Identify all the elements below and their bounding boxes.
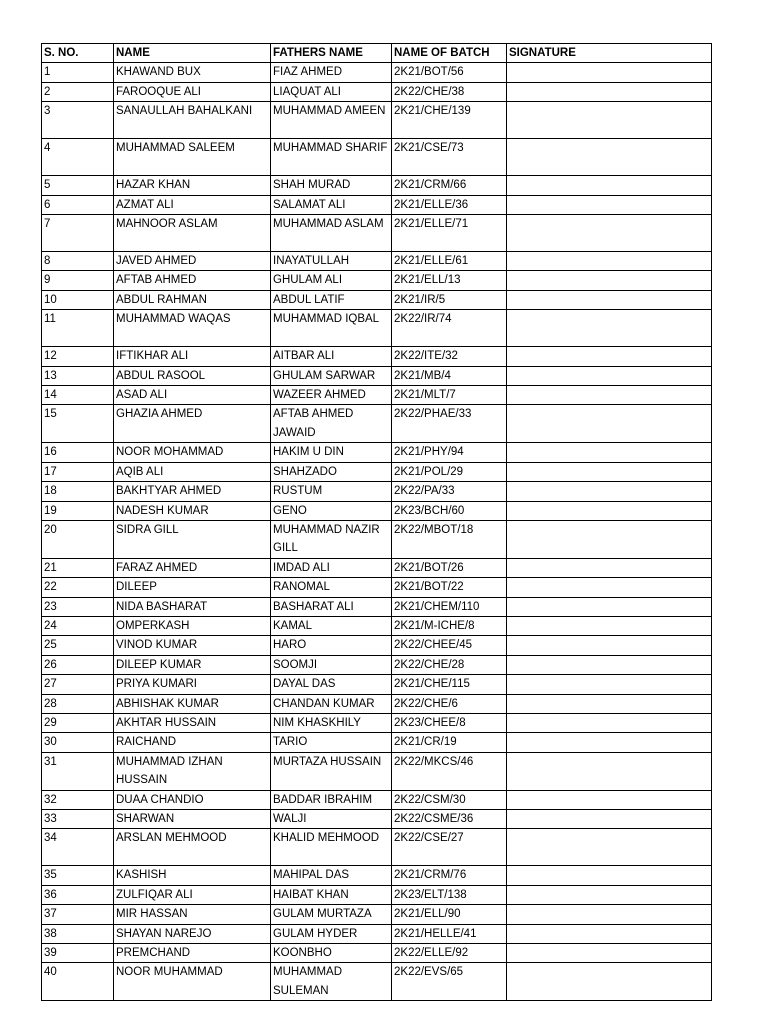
cell-batch: 2K22/PHAE/33	[392, 405, 507, 443]
cell-fathers-name: MUHAMMAD NAZIR GILL	[271, 520, 392, 558]
cell-sno: 23	[42, 597, 114, 616]
cell-signature	[507, 443, 712, 462]
cell-batch: 2K21/BOT/56	[392, 63, 507, 82]
cell-batch: 2K21/MLT/7	[392, 386, 507, 405]
cell-name: AFTAB AHMED	[114, 271, 271, 290]
cell-signature	[507, 347, 712, 366]
cell-sno: 31	[42, 752, 114, 790]
cell-sno: 10	[42, 290, 114, 309]
cell-fathers-name: MUHAMMAD ASLAM	[271, 215, 392, 252]
cell-fathers-name: AFTAB AHMED JAWAID	[271, 405, 392, 443]
cell-signature	[507, 558, 712, 577]
cell-name: NIDA BASHARAT	[114, 597, 271, 616]
cell-sno: 30	[42, 733, 114, 752]
cell-batch: 2K22/MBOT/18	[392, 520, 507, 558]
cell-batch: 2K23/BCH/60	[392, 501, 507, 520]
cell-fathers-name: SHAH MURAD	[271, 176, 392, 195]
cell-sno: 4	[42, 139, 114, 176]
cell-batch: 2K21/ELLE/36	[392, 195, 507, 214]
cell-signature	[507, 310, 712, 347]
table-row	[42, 102, 712, 139]
cell-name: DUAA CHANDIO	[114, 790, 271, 809]
table-row	[42, 829, 712, 866]
cell-sno: 15	[42, 405, 114, 443]
cell-name: PRIYA KUMARI	[114, 675, 271, 694]
cell-batch: 2K21/POL/29	[392, 462, 507, 481]
cell-name: NADESH KUMAR	[114, 501, 271, 520]
cell-batch: 2K22/ELLE/92	[392, 944, 507, 963]
cell-sno: 35	[42, 866, 114, 885]
cell-sno: 2	[42, 82, 114, 101]
cell-name: MAHNOOR ASLAM	[114, 215, 271, 252]
cell-signature	[507, 752, 712, 790]
table-row	[42, 347, 712, 366]
cell-batch: 2K23/ELT/138	[392, 885, 507, 904]
cell-fathers-name: HARO	[271, 636, 392, 655]
cell-batch: 2K21/CHEM/110	[392, 597, 507, 616]
cell-signature	[507, 885, 712, 904]
cell-sno: 20	[42, 520, 114, 558]
header-sno: S. NO.	[42, 44, 114, 63]
cell-signature	[507, 655, 712, 674]
cell-batch: 2K21/MB/4	[392, 366, 507, 385]
table-row	[42, 482, 712, 501]
cell-fathers-name: CHANDAN KUMAR	[271, 694, 392, 713]
cell-batch: 2K21/BOT/22	[392, 578, 507, 597]
cell-signature	[507, 694, 712, 713]
cell-sno: 3	[42, 102, 114, 139]
cell-name: NOOR MUHAMMAD	[114, 963, 271, 1001]
cell-fathers-name: DAYAL DAS	[271, 675, 392, 694]
cell-sno: 25	[42, 636, 114, 655]
cell-signature	[507, 102, 712, 139]
cell-fathers-name: ABDUL LATIF	[271, 290, 392, 309]
cell-name: AKHTAR HUSSAIN	[114, 713, 271, 732]
cell-fathers-name: INAYATULLAH	[271, 252, 392, 271]
cell-name: SANAULLAH BAHALKANI	[114, 102, 271, 139]
table-row	[42, 176, 712, 195]
cell-signature	[507, 139, 712, 176]
table-row	[42, 733, 712, 752]
cell-fathers-name: TARIO	[271, 733, 392, 752]
table-row	[42, 252, 712, 271]
cell-sno: 7	[42, 215, 114, 252]
cell-fathers-name: GHULAM SARWAR	[271, 366, 392, 385]
cell-name: KASHISH	[114, 866, 271, 885]
cell-signature	[507, 176, 712, 195]
cell-name: HAZAR KHAN	[114, 176, 271, 195]
table-row	[42, 866, 712, 885]
cell-batch: 2K21/CHE/139	[392, 102, 507, 139]
cell-name: ARSLAN MEHMOOD	[114, 829, 271, 866]
cell-signature	[507, 866, 712, 885]
cell-name: FAROOQUE ALI	[114, 82, 271, 101]
table-row	[42, 885, 712, 904]
table-row	[42, 790, 712, 809]
table-row	[42, 405, 712, 443]
cell-batch: 2K23/CHEE/8	[392, 713, 507, 732]
table-row	[42, 655, 712, 674]
cell-fathers-name: MUHAMMAD SHARIF	[271, 139, 392, 176]
table-row	[42, 520, 712, 558]
cell-fathers-name: AITBAR ALI	[271, 347, 392, 366]
cell-batch: 2K22/PA/33	[392, 482, 507, 501]
table-row	[42, 82, 712, 101]
cell-signature	[507, 597, 712, 616]
cell-name: SHARWAN	[114, 810, 271, 829]
cell-name: DILEEP KUMAR	[114, 655, 271, 674]
cell-name: ABDUL RASOOL	[114, 366, 271, 385]
cell-fathers-name: RANOMAL	[271, 578, 392, 597]
header-fathers-name: FATHERS NAME	[271, 44, 392, 63]
table-row	[42, 290, 712, 309]
cell-signature	[507, 195, 712, 214]
cell-signature	[507, 462, 712, 481]
cell-sno: 16	[42, 443, 114, 462]
cell-fathers-name: RUSTUM	[271, 482, 392, 501]
table-row	[42, 713, 712, 732]
table-row	[42, 271, 712, 290]
cell-batch: 2K22/CSME/36	[392, 810, 507, 829]
cell-signature	[507, 215, 712, 252]
cell-signature	[507, 271, 712, 290]
cell-batch: 2K21/IR/5	[392, 290, 507, 309]
cell-sno: 21	[42, 558, 114, 577]
cell-sno: 29	[42, 713, 114, 732]
cell-name: MUHAMMAD SALEEM	[114, 139, 271, 176]
cell-signature	[507, 82, 712, 101]
table-row	[42, 366, 712, 385]
table-row	[42, 616, 712, 635]
cell-sno: 12	[42, 347, 114, 366]
cell-signature	[507, 386, 712, 405]
table-row	[42, 63, 712, 82]
cell-fathers-name: KHALID MEHMOOD	[271, 829, 392, 866]
cell-signature	[507, 616, 712, 635]
cell-sno: 1	[42, 63, 114, 82]
cell-fathers-name: KAMAL	[271, 616, 392, 635]
cell-sno: 17	[42, 462, 114, 481]
cell-batch: 2K22/IR/74	[392, 310, 507, 347]
header-signature: SIGNATURE	[507, 44, 712, 63]
cell-batch: 2K22/CHEE/45	[392, 636, 507, 655]
cell-sno: 38	[42, 924, 114, 943]
cell-signature	[507, 482, 712, 501]
cell-sno: 5	[42, 176, 114, 195]
header-row	[42, 44, 712, 63]
cell-batch: 2K21/ELL/13	[392, 271, 507, 290]
cell-fathers-name: IMDAD ALI	[271, 558, 392, 577]
header-name: NAME	[114, 44, 271, 63]
cell-sno: 34	[42, 829, 114, 866]
table-body	[42, 63, 712, 1001]
cell-sno: 27	[42, 675, 114, 694]
cell-fathers-name: HAIBAT KHAN	[271, 885, 392, 904]
cell-sno: 18	[42, 482, 114, 501]
cell-name: KHAWAND BUX	[114, 63, 271, 82]
cell-fathers-name: BADDAR IBRAHIM	[271, 790, 392, 809]
cell-signature	[507, 963, 712, 1001]
cell-sno: 8	[42, 252, 114, 271]
table-row	[42, 752, 712, 790]
table-row	[42, 694, 712, 713]
cell-sno: 33	[42, 810, 114, 829]
cell-sno: 28	[42, 694, 114, 713]
cell-batch: 2K22/CHE/6	[392, 694, 507, 713]
cell-fathers-name: GHULAM ALI	[271, 271, 392, 290]
cell-name: OMPERKASH	[114, 616, 271, 635]
cell-fathers-name: NIM KHASKHILY	[271, 713, 392, 732]
cell-signature	[507, 675, 712, 694]
cell-fathers-name: GENO	[271, 501, 392, 520]
cell-batch: 2K21/CR/19	[392, 733, 507, 752]
cell-name: SHAYAN NAREJO	[114, 924, 271, 943]
cell-sno: 9	[42, 271, 114, 290]
table-row	[42, 215, 712, 252]
cell-batch: 2K21/CRM/76	[392, 866, 507, 885]
cell-name: FARAZ AHMED	[114, 558, 271, 577]
cell-sno: 39	[42, 944, 114, 963]
table-row	[42, 597, 712, 616]
cell-fathers-name: WALJI	[271, 810, 392, 829]
table-row	[42, 386, 712, 405]
cell-name: ASAD ALI	[114, 386, 271, 405]
table-row	[42, 139, 712, 176]
cell-name: ABDUL RAHMAN	[114, 290, 271, 309]
cell-signature	[507, 63, 712, 82]
cell-fathers-name: GULAM HYDER	[271, 924, 392, 943]
cell-name: GHAZIA AHMED	[114, 405, 271, 443]
cell-sno: 24	[42, 616, 114, 635]
cell-batch: 2K22/CSE/27	[392, 829, 507, 866]
table-row	[42, 636, 712, 655]
cell-batch: 2K21/CHE/115	[392, 675, 507, 694]
cell-fathers-name: SHAHZADO	[271, 462, 392, 481]
attendance-table	[41, 43, 712, 1001]
cell-fathers-name: GULAM MURTAZA	[271, 905, 392, 924]
cell-sno: 37	[42, 905, 114, 924]
cell-batch: 2K21/M-ICHE/8	[392, 616, 507, 635]
cell-name: DILEEP	[114, 578, 271, 597]
cell-signature	[507, 252, 712, 271]
cell-sno: 6	[42, 195, 114, 214]
cell-signature	[507, 905, 712, 924]
cell-signature	[507, 366, 712, 385]
table-row	[42, 924, 712, 943]
cell-fathers-name: WAZEER AHMED	[271, 386, 392, 405]
cell-name: NOOR MOHAMMAD	[114, 443, 271, 462]
cell-signature	[507, 713, 712, 732]
cell-fathers-name: FIAZ AHMED	[271, 63, 392, 82]
cell-sno: 13	[42, 366, 114, 385]
cell-fathers-name: MAHIPAL DAS	[271, 866, 392, 885]
table-row	[42, 675, 712, 694]
cell-sno: 40	[42, 963, 114, 1001]
cell-batch: 2K22/MKCS/46	[392, 752, 507, 790]
cell-signature	[507, 944, 712, 963]
cell-name: BAKHTYAR AHMED	[114, 482, 271, 501]
table-row	[42, 558, 712, 577]
cell-batch: 2K22/EVS/65	[392, 963, 507, 1001]
cell-batch: 2K21/ELL/90	[392, 905, 507, 924]
cell-name: IFTIKHAR ALI	[114, 347, 271, 366]
cell-sno: 19	[42, 501, 114, 520]
cell-signature	[507, 790, 712, 809]
cell-signature	[507, 578, 712, 597]
cell-sno: 26	[42, 655, 114, 674]
cell-batch: 2K21/BOT/26	[392, 558, 507, 577]
table-row	[42, 578, 712, 597]
cell-fathers-name: LIAQUAT ALI	[271, 82, 392, 101]
table-row	[42, 310, 712, 347]
cell-name: VINOD KUMAR	[114, 636, 271, 655]
cell-signature	[507, 733, 712, 752]
cell-batch: 2K22/CHE/38	[392, 82, 507, 101]
cell-name: MUHAMMAD WAQAS	[114, 310, 271, 347]
cell-name: SIDRA GILL	[114, 520, 271, 558]
cell-signature	[507, 520, 712, 558]
cell-name: JAVED AHMED	[114, 252, 271, 271]
cell-name: AZMAT ALI	[114, 195, 271, 214]
table-row	[42, 443, 712, 462]
cell-batch: 2K21/CRM/66	[392, 176, 507, 195]
table-row	[42, 944, 712, 963]
cell-sno: 22	[42, 578, 114, 597]
table-row	[42, 462, 712, 481]
table-row	[42, 195, 712, 214]
cell-signature	[507, 405, 712, 443]
cell-signature	[507, 290, 712, 309]
cell-batch: 2K21/ELLE/71	[392, 215, 507, 252]
cell-name: MUHAMMAD IZHAN HUSSAIN	[114, 752, 271, 790]
table-row	[42, 905, 712, 924]
cell-batch: 2K21/HELLE/41	[392, 924, 507, 943]
cell-signature	[507, 924, 712, 943]
cell-sno: 11	[42, 310, 114, 347]
cell-batch: 2K21/PHY/94	[392, 443, 507, 462]
cell-batch: 2K22/CSM/30	[392, 790, 507, 809]
cell-batch: 2K22/CHE/28	[392, 655, 507, 674]
cell-sno: 14	[42, 386, 114, 405]
cell-signature	[507, 501, 712, 520]
cell-fathers-name: MUHAMMAD SULEMAN	[271, 963, 392, 1001]
cell-fathers-name: HAKIM U DIN	[271, 443, 392, 462]
cell-name: RAICHAND	[114, 733, 271, 752]
cell-fathers-name: MUHAMMAD AMEEN	[271, 102, 392, 139]
cell-sno: 36	[42, 885, 114, 904]
cell-name: AQIB ALI	[114, 462, 271, 481]
table-row	[42, 963, 712, 1001]
cell-batch: 2K21/CSE/73	[392, 139, 507, 176]
cell-fathers-name: MURTAZA HUSSAIN	[271, 752, 392, 790]
cell-name: PREMCHAND	[114, 944, 271, 963]
header-batch: NAME OF BATCH	[392, 44, 507, 63]
table-row	[42, 501, 712, 520]
cell-batch: 2K21/ELLE/61	[392, 252, 507, 271]
cell-name: MIR HASSAN	[114, 905, 271, 924]
cell-fathers-name: SALAMAT ALI	[271, 195, 392, 214]
cell-fathers-name: BASHARAT ALI	[271, 597, 392, 616]
cell-fathers-name: SOOMJI	[271, 655, 392, 674]
cell-signature	[507, 636, 712, 655]
cell-name: ZULFIQAR ALI	[114, 885, 271, 904]
cell-fathers-name: MUHAMMAD IQBAL	[271, 310, 392, 347]
cell-signature	[507, 829, 712, 866]
cell-fathers-name: KOONBHO	[271, 944, 392, 963]
cell-signature	[507, 810, 712, 829]
cell-name: ABHISHAK KUMAR	[114, 694, 271, 713]
cell-sno: 32	[42, 790, 114, 809]
table-row	[42, 810, 712, 829]
cell-batch: 2K22/ITE/32	[392, 347, 507, 366]
